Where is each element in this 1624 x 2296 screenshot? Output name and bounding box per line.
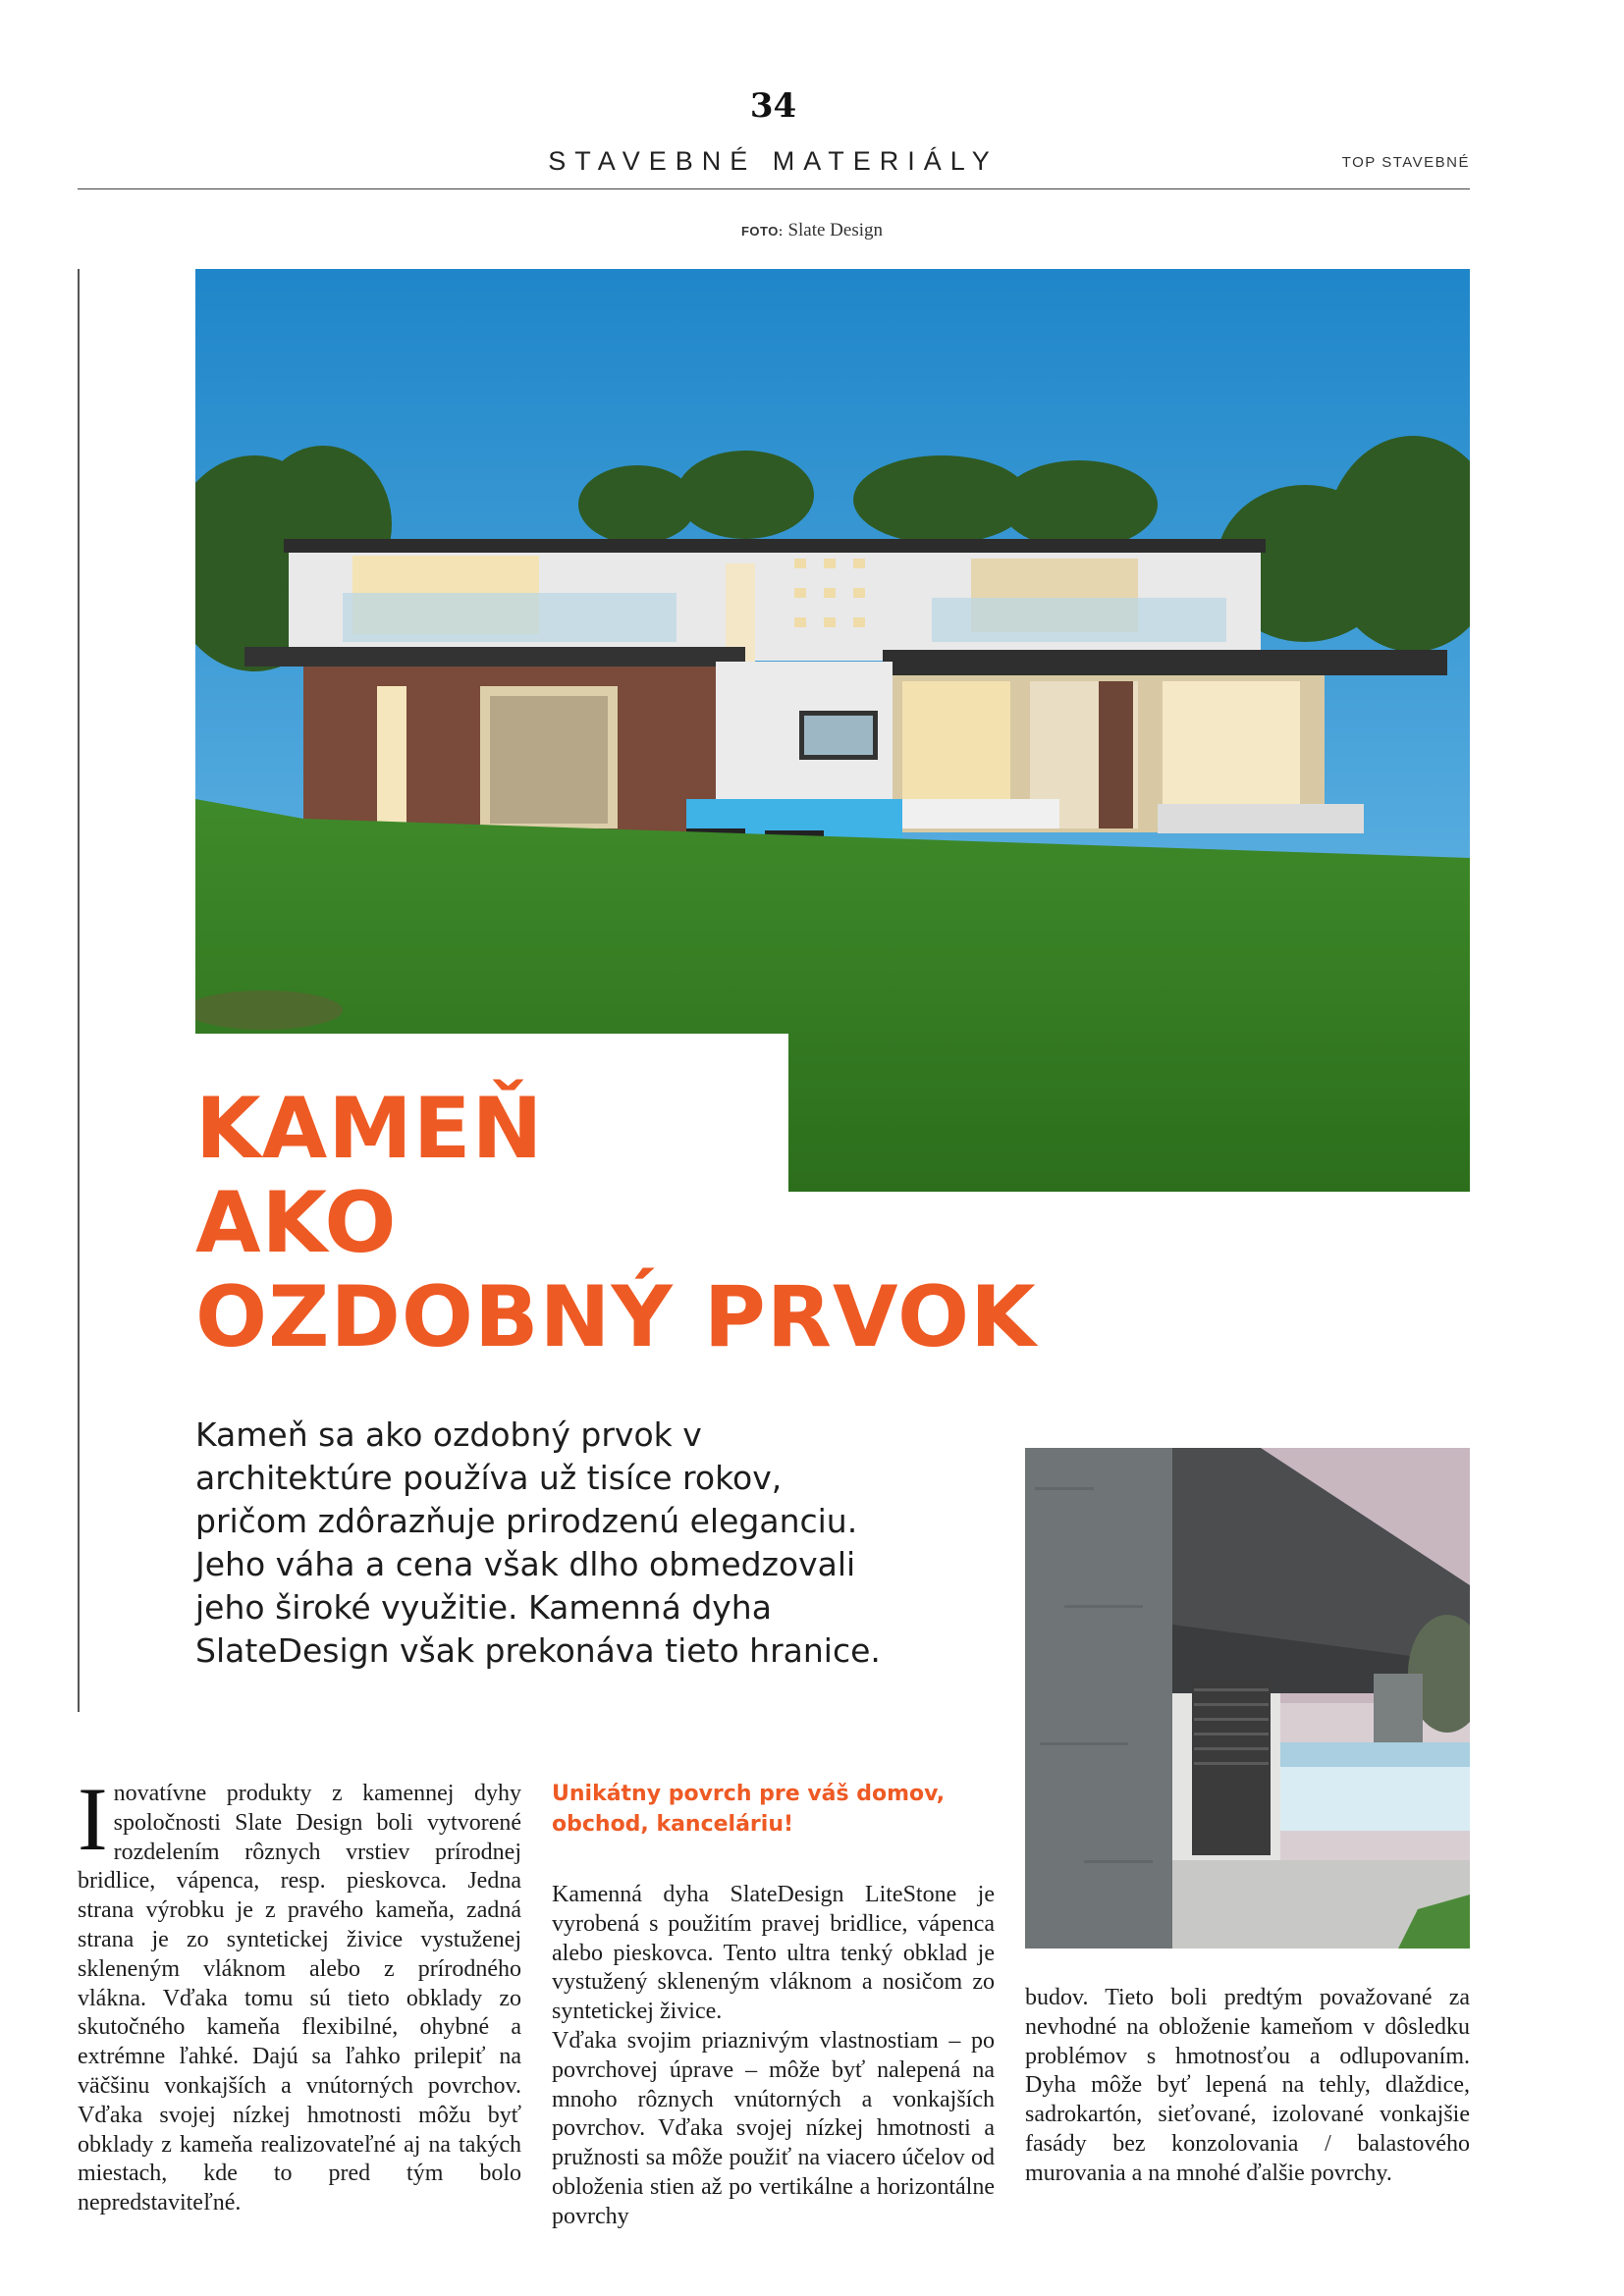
- headline-line-2: AKO: [195, 1174, 398, 1272]
- photo-credit-source: Slate Design: [787, 220, 884, 240]
- headline-line-1: KAMEŇ: [195, 1080, 544, 1178]
- section-title: STAVEBNÉ MATERIÁLY: [548, 146, 999, 176]
- headline-line-3: OZDOBNÝ PRVOK: [195, 1268, 1037, 1366]
- column-1-text: novatívne produkty z kamennej dyhy spoločnosti Slate Design boli vytvorené rozdelením rôznych vrstiev prírodnej bridlice, vápenca, resp. pieskovca. Jedna strana výrobku je z pravého kameňa, zadná strana je zo syntetickej živice vystuženej skleneným vláknom alebo z prírodného vlákna. Vďaka tomu sú tieto obklady zo skutočného kameňa flexibilné, ohybné a extrémne ľahké. Dajú sa ľahko prilepiť na väčšinu vonkajších a vnútorných povrchov. Vďaka svojej nízkej hmotnosti môžu byť obklady z kameňa realizovateľné aj na takých miestach, kde to pred tým bolo nepredstaviteľné.: [78, 1781, 521, 2216]
- side-photo: [1025, 1448, 1470, 1949]
- column-2-paragraph-1: Kamenná dyha SlateDesign LiteStone je vyrobená s použitím pravej bridlice, vápenca alebo pieskovca. Tento ultra tenký obklad je vystužený skleneným vláknom a nosičom zo syntetickej živice.: [552, 1882, 995, 2025]
- header-rule: [78, 188, 1470, 189]
- page-number: 34: [749, 86, 797, 126]
- article-column-2: [552, 1779, 995, 2232]
- magazine-name: TOP STAVEBNÉ: [1341, 154, 1470, 171]
- column-3-text: budov. Tieto boli predtým považované za nevhodné na obloženie kameňom v dôsledku problémov s hmotnosťou a odlupovaním. Dyha môže byť lepená na tehly, dlaždice, sadrokartón, sieťované, izolované vonkajšie fasády bez konzolovania / balastového murovania a na mnohé ďalšie povrchy.: [1025, 1985, 1470, 2186]
- photo-credit: [0, 220, 1624, 241]
- article-column-1: [78, 1769, 521, 2218]
- column-2-paragraph-2: Vďaka svojim priaznivým vlastnostiam – po povrchovej úprave – môže byť nalepená na mnoho rôznych vnútorných a vonkajších povrchov. Vďaka svojej nízkej hmotnosti a pružnosti sa môže použiť na viacero účelov od obloženia stien až po vertikálne a horizontálne povrchy: [552, 2027, 995, 2229]
- drop-cap: I: [78, 1769, 108, 1869]
- article-column-3: [1025, 1984, 1470, 2189]
- lead-paragraph: Kameň sa ako ozdobný prvok v architektúre používa už tisíce rokov, pričom zdôrazňuje prirodzenú eleganciu. Jeho váha a cena však dlho obmedzovali jeho široké využitie. Kamenná dyha SlateDesign však prekonáva tieto hranice.: [195, 1415, 881, 1670]
- headline: [195, 1082, 1037, 1364]
- left-vertical-rule: [78, 269, 80, 1712]
- subheading: Unikátny povrch pre váš domov, obchod, kanceláriu!: [552, 1782, 946, 1837]
- photo-credit-label: FOTO:: [740, 224, 784, 239]
